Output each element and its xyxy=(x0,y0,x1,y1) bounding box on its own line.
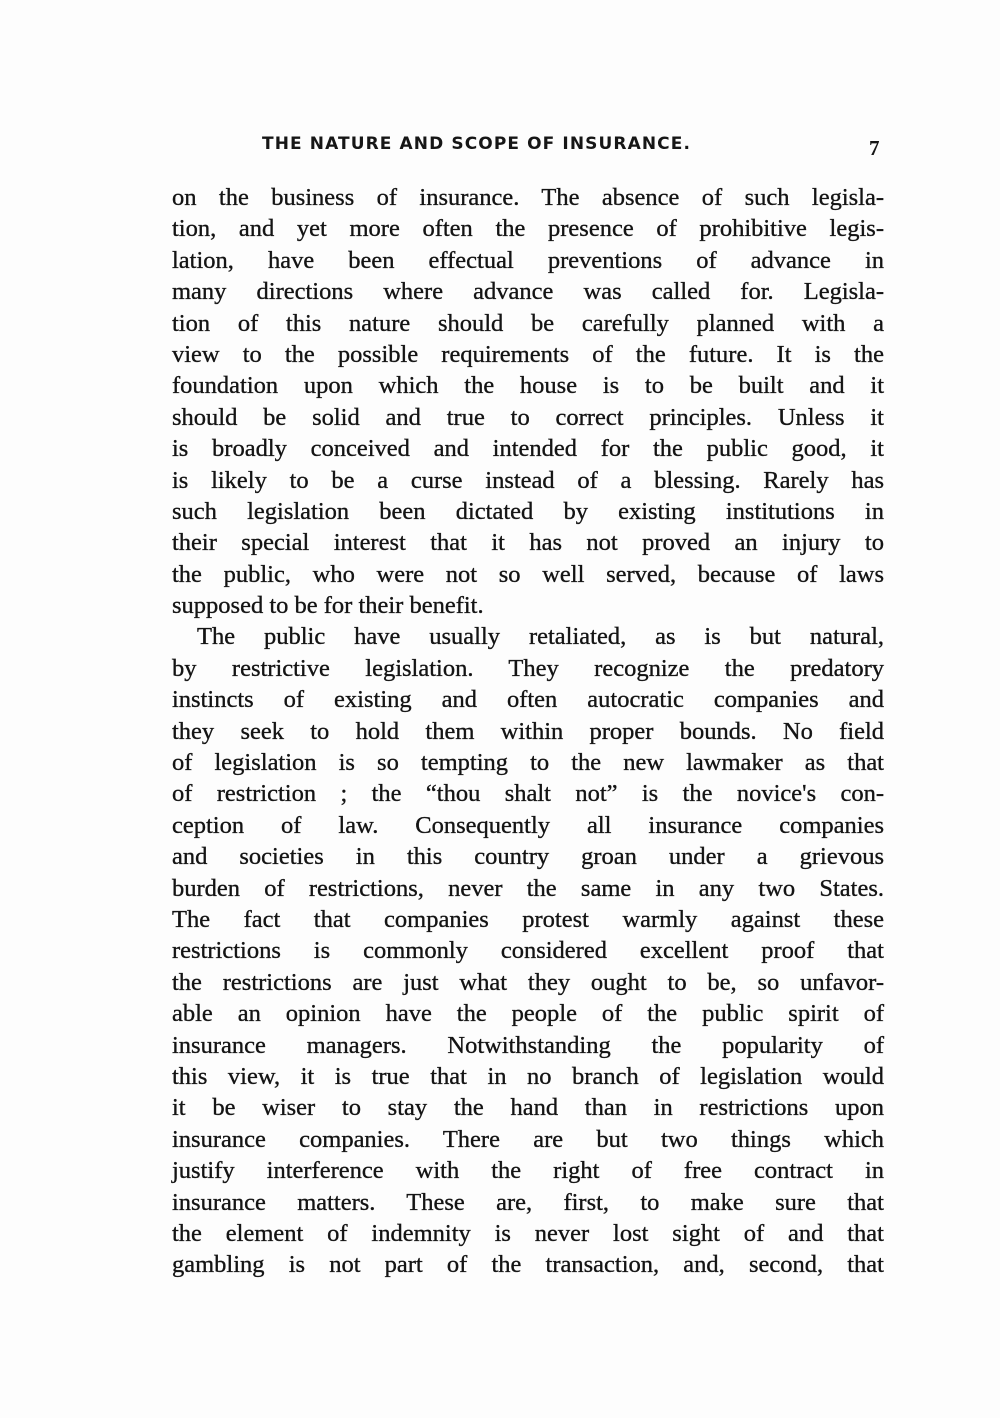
text-line: The public have usually retaliated, as is but natural, xyxy=(197,623,884,651)
text-line: this view, it is true that in no branch of legislation would xyxy=(172,1062,884,1090)
text-line: should be solid and true to correct principles. Unless it xyxy=(172,403,884,431)
text-line: insurance matters. These are, first, to make sure that xyxy=(172,1188,884,1216)
text-line: such legislation been dictated by existing institutions in xyxy=(172,497,884,525)
text-line: tion of this nature should be carefully planned with a xyxy=(172,309,884,337)
body-text xyxy=(172,182,884,1281)
text-line: by restrictive legislation. They recognize the predatory xyxy=(172,654,884,682)
text-line: and societies in this country groan under a grievous xyxy=(172,843,884,871)
text-line: foundation upon which the house is to be built and it xyxy=(172,372,884,400)
text-line: ception of law. Consequently all insurance companies xyxy=(172,811,884,839)
text-line: of restriction ; the “thou shalt not” is the novice's con- xyxy=(172,780,884,808)
text-line: gambling is not part of the transaction, and, second, that xyxy=(172,1251,884,1279)
text-line: supposed to be for their benefit. xyxy=(172,592,484,620)
text-line: of legislation is so tempting to the new lawmaker as that xyxy=(172,749,884,777)
text-line: their special interest that it has not proved an injury to xyxy=(172,529,884,557)
running-title: THE NATURE AND SCOPE OF INSURANCE. xyxy=(262,134,692,154)
text-line: lation, have been effectual preventions of advance in xyxy=(172,246,884,274)
text-line: able an opinion have the people of the public spirit of xyxy=(172,1000,884,1028)
text-line: The fact that companies protest warmly against these xyxy=(172,905,884,933)
text-line: is broadly conceived and intended for the public good, it xyxy=(172,435,884,463)
text-line: burden of restrictions, never the same in any two States. xyxy=(172,874,884,902)
text-line: the element of indemnity is never lost sight of and that xyxy=(172,1219,884,1247)
text-line: is likely to be a curse instead of a blessing. Rarely has xyxy=(172,466,884,494)
page-number: 7 xyxy=(869,136,880,160)
text-line: instincts of existing and often autocratic companies and xyxy=(172,686,884,714)
text-line: restrictions is commonly considered excellent proof that xyxy=(172,937,884,965)
text-line: justify interference with the right of free contract in xyxy=(172,1157,884,1185)
text-line: insurance companies. There are but two things which xyxy=(172,1125,884,1153)
text-line: the public, who were not so well served, because of laws xyxy=(172,560,884,588)
text-line: view to the possible requirements of the future. It is the xyxy=(172,340,884,368)
text-line: the restrictions are just what they ought to be, so unfavor- xyxy=(172,968,884,996)
text-line: on the business of insurance. The absence of such legisla- xyxy=(172,184,884,211)
text-line: insurance managers. Notwithstanding the popularity of xyxy=(172,1031,884,1059)
text-line: it be wiser to stay the hand than in restrictions upon xyxy=(172,1094,884,1122)
text-line: they seek to hold them within proper bounds. No field xyxy=(172,717,884,745)
text-line: many directions where advance was called for. Legisla- xyxy=(172,278,884,306)
text-line: tion, and yet more often the presence of prohibitive legis- xyxy=(172,215,884,243)
